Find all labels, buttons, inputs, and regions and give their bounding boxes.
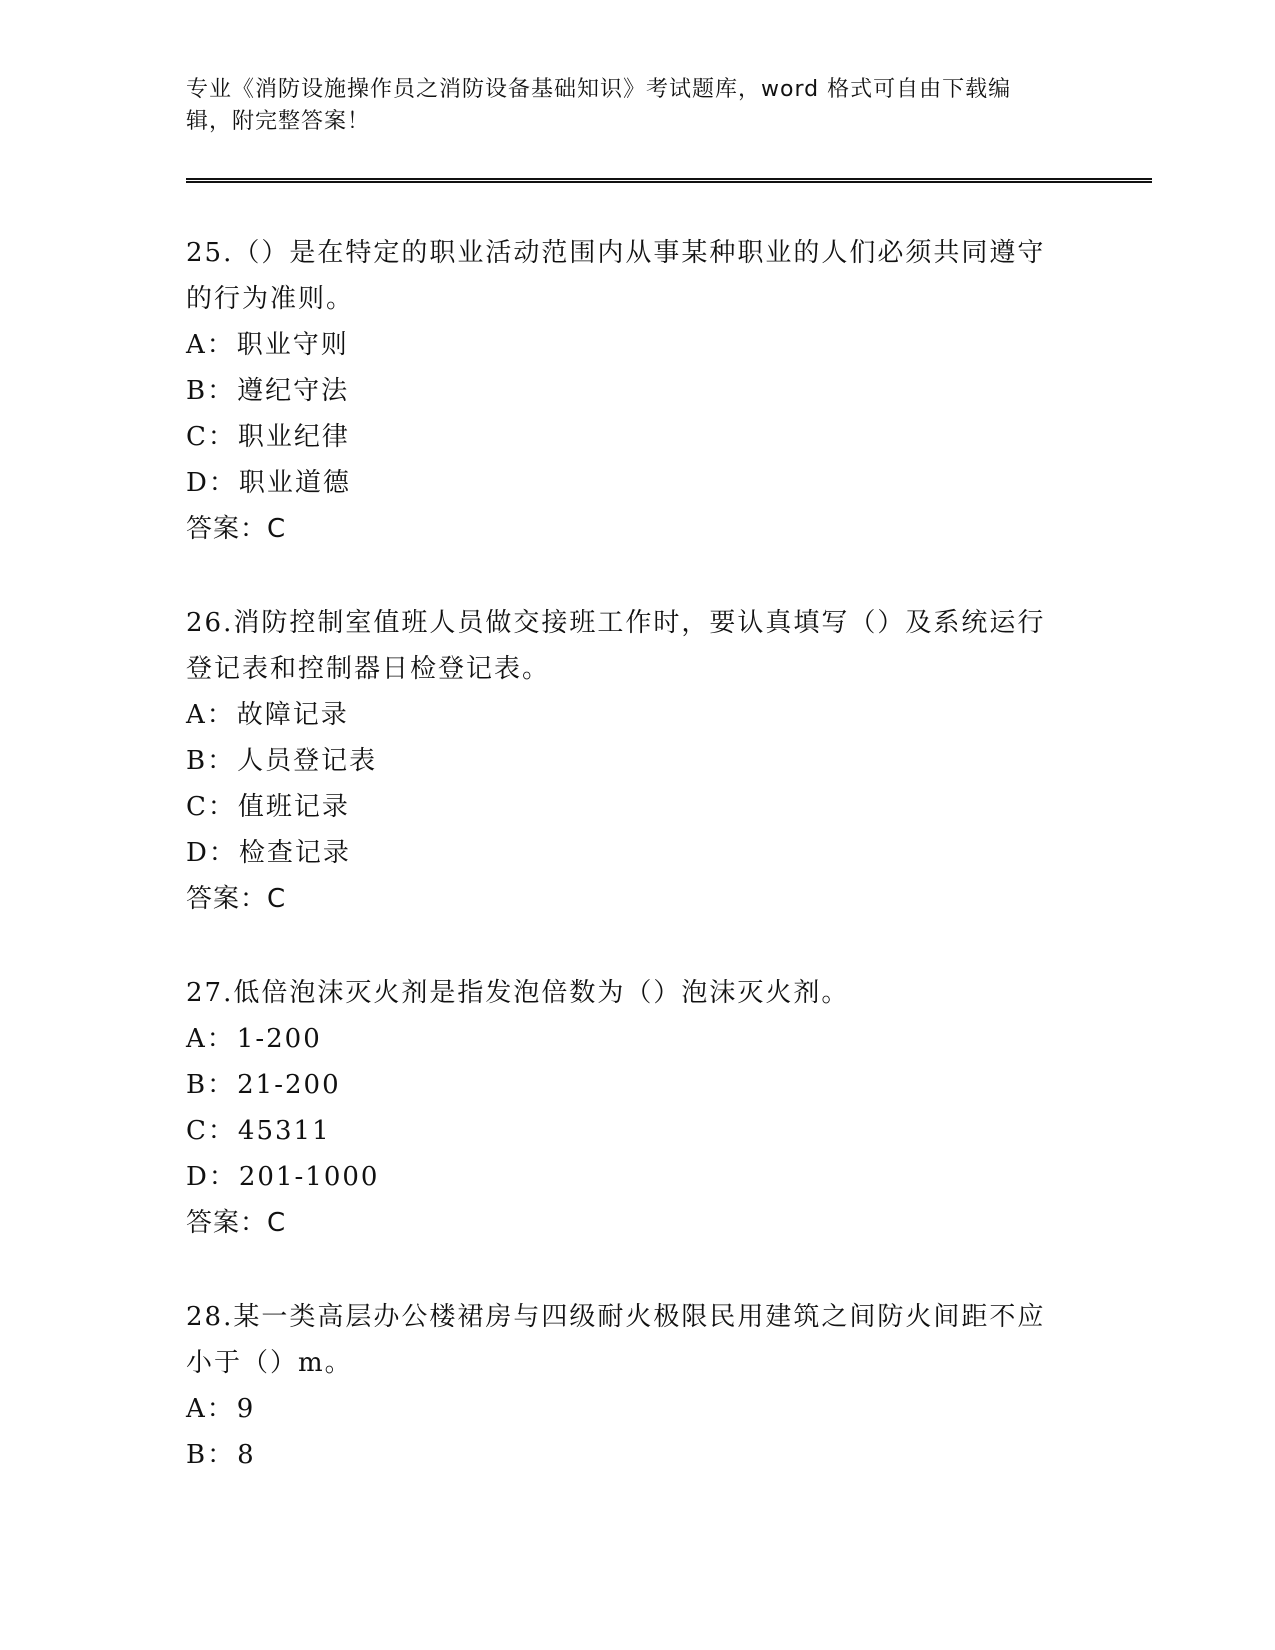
option-a [186, 692, 1066, 738]
option-letter: A： [186, 330, 235, 360]
document-header [186, 74, 1086, 138]
question-list [186, 230, 1066, 1526]
option-text: 201-1000 [238, 1162, 380, 1192]
option-text: 1-200 [236, 1024, 322, 1054]
option-text: 职业纪律 [237, 422, 350, 452]
answer-line: 答案：C [186, 514, 287, 544]
question-27 [186, 970, 1066, 1246]
option-d [186, 460, 1066, 506]
option-b [186, 738, 1066, 784]
option-c [186, 784, 1066, 830]
option-text: 职业道德 [238, 468, 351, 498]
option-text: 45311 [237, 1116, 331, 1146]
option-a [186, 1016, 1066, 1062]
option-letter: A： [186, 1394, 235, 1424]
header-line-1: 专业《消防设施操作员之消防设备基础知识》考试题库，word 格式可自由下载编 [186, 77, 1012, 102]
question-25 [186, 230, 1066, 552]
option-d [186, 830, 1066, 876]
option-b [186, 1432, 1066, 1478]
answer-line: 答案：C [186, 884, 287, 914]
option-letter: B： [186, 376, 236, 406]
option-text: 21-200 [237, 1070, 341, 1100]
option-text: 遵纪守法 [237, 376, 350, 406]
option-text: 9 [236, 1394, 256, 1424]
option-letter: B： [186, 1070, 236, 1100]
option-letter: C： [186, 792, 236, 822]
option-letter: A： [186, 700, 235, 730]
header-divider [186, 178, 1152, 183]
option-text: 故障记录 [236, 700, 349, 730]
option-text: 人员登记表 [237, 746, 378, 776]
option-text: 检查记录 [238, 838, 351, 868]
option-c [186, 414, 1066, 460]
option-letter: C： [186, 422, 236, 452]
question-28 [186, 1294, 1066, 1478]
question-stem: 27.低倍泡沫灭火剂是指发泡倍数为（）泡沫灭火剂。 [186, 978, 850, 1008]
option-letter: D： [186, 468, 237, 498]
option-text: 值班记录 [237, 792, 350, 822]
option-letter: D： [186, 1162, 237, 1192]
option-letter: B： [186, 1440, 236, 1470]
option-letter: A： [186, 1024, 235, 1054]
option-a [186, 322, 1066, 368]
option-letter: C： [186, 1116, 236, 1146]
option-d [186, 1154, 1066, 1200]
answer-line: 答案：C [186, 1208, 287, 1238]
header-line-2: 辑，附完整答案！ [186, 109, 371, 134]
question-stem: 26.消防控制室值班人员做交接班工作时，要认真填写（）及系统运行登记表和控制器日检登记表。 [186, 608, 1046, 684]
option-a [186, 1386, 1066, 1432]
question-stem: 28.某一类高层办公楼裙房与四级耐火极限民用建筑之间防火间距不应小于（）m。 [186, 1302, 1046, 1378]
option-b [186, 1062, 1066, 1108]
option-text: 8 [237, 1440, 256, 1470]
option-b [186, 368, 1066, 414]
option-text: 职业守则 [236, 330, 349, 360]
question-stem: 25.（）是在特定的职业活动范围内从事某种职业的人们必须共同遵守的行为准则。 [186, 238, 1046, 314]
option-letter: D： [186, 838, 237, 868]
question-26 [186, 600, 1066, 922]
option-letter: B： [186, 746, 236, 776]
option-c [186, 1108, 1066, 1154]
